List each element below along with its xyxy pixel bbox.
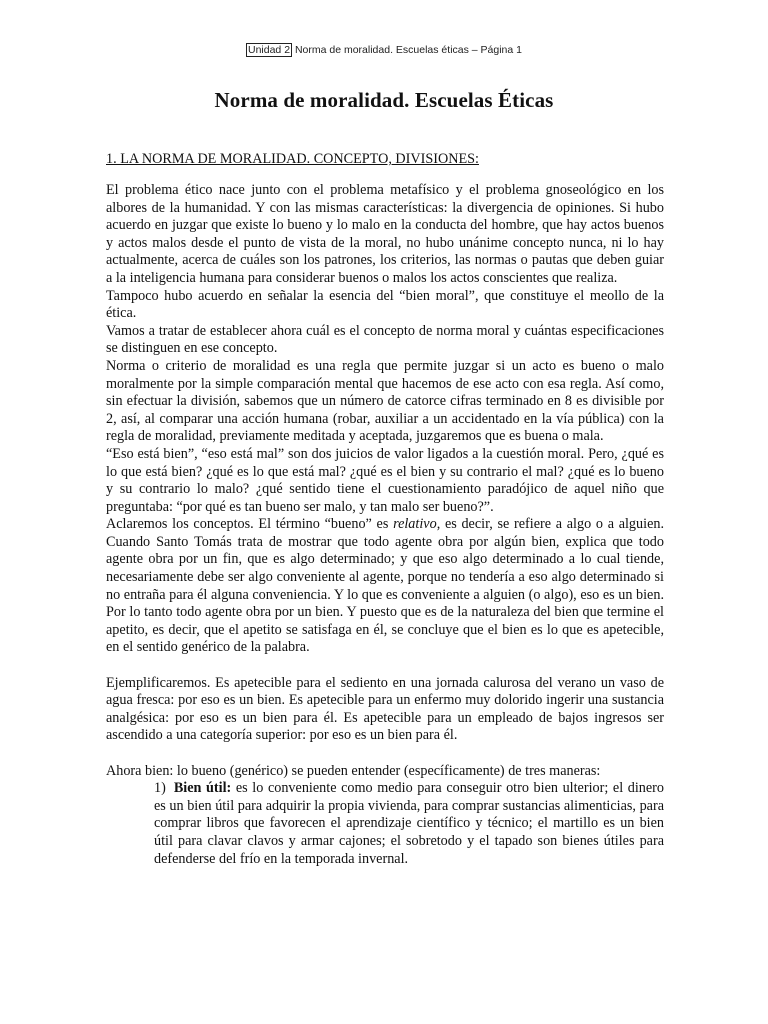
paragraph-5: “Eso está bien”, “eso está mal” son dos juicios de valor ligados a la cuestión moral. Pero, ¿qué es lo que está bien? ¿qué es lo que está mal? ¿qué es el bien y su contrario el mal? ¿qué es lo bueno y su contrario lo malo? ¿qué sentido tiene el cuestionamiento paradójico de aquel niño que preguntaba: “por qué es tan bueno ser malo, y tan malo ser bueno?”. [106,445,664,515]
list-term: Bien útil: [173,780,232,797]
emphasis-relativo: relativo [393,516,437,533]
paragraph-3: Vamos a tratar de establecer ahora cuál es el concepto de norma moral y cuántas especificaciones se distinguen en ese concepto. [106,322,664,357]
document-title: Norma de moralidad. Escuelas Éticas [214,88,554,112]
paragraph-1: El problema ético nace junto con el problema metafísico y el problema gnoseológico en los albores de la humanidad. Y con las mismas características: la divergencia de opiniones. Si hubo acuerdo en juzgar que existe lo bueno y lo malo en la conducta del hombre, que hay actos buenos y actos malos desde el punto de vista de la moral, no hubo unánime concepto nunca, ni lo hay actualmente, acerca de cuáles son los patrones, los criterios, las normas o pautas que deben guiar a la inteligencia humana para considerar buenos o malos los actos conscientes que realiza. [106,182,664,286]
paragraph-2: Tampoco hubo acuerdo en señalar la esencia del “bien moral”, que constituye el meollo de la ética. [106,287,664,322]
section-heading: 1. LA NORMA DE MORALIDAD. CONCEPTO, DIVISIONES: [106,151,479,167]
header-text: Norma de moralidad. Escuelas éticas – Página 1 [294,44,522,56]
paragraph-8: Ahora bien: lo bueno (genérico) se pueden entender (específicamente) de tres maneras: [106,762,601,779]
list-number: 1) [154,780,166,797]
paragraph-6-rest: , es decir, se refiere a algo o a alguien. Cuando Santo Tomás trata de mostrar que todo agente obra por algún bien, explica que todo agente obra por un fin, que es algo determinado; y que eso algo determinado a lo cual tiende, necesariamente debe ser algo conveniente al agente, porque no tendería a eso algo determinado si no entraña para él alguna conveniencia. Y lo que es conveniente a alguien (o algo), eso es un bien. Por lo tanto todo agente obra por un bien. Y puesto que es de la naturaleza del bien que termine el apetito, es decir, que el apetito se satisfaga en él, se concluye que el bien es lo que es apetecible, en el sentido genérico de la palabra. [106,516,665,656]
paragraph-7: Ejemplificaremos. Es apetecible para el sediento en una jornada calurosa del verano un vaso de agua fresca: por eso es un bien. Es apetecible para un enfermo muy dolorido ingerir una sustancia analgésica: por eso es un bien para él. Es apetecible para un empleado de bajos ingresos ser ascendido a una categoría superior: por eso es un bien para él. [106,674,664,744]
paragraph-6-start: Aclaremos los conceptos. El término “bueno” es [106,516,394,533]
list-item [106,780,664,868]
unit-label: Unidad 2 [248,44,291,56]
paragraph-4: Norma o criterio de moralidad es una regla que permite juzgar si un acto es bueno o malo moralmente por la simple comparación mental que hacemos de ese acto con esa regla. Así como, sin efectuar la división, sabemos que un número de catorce cifras terminado en 8 es divisible por 2, así, al comparar una acción humana (robar, auxiliar a un accidentado en la vía pública) con la regla de moralidad, previamente meditada y aceptada, juzgaremos que es buena o mala. [106,357,664,445]
running-header [0,44,768,56]
paragraph-6 [106,516,664,657]
list-text: es lo conveniente como medio para conseguir otro bien ulterior; el dinero es un bien útil para adquirir la propia vivienda, para comprar sustancias alimenticias, para comprar libros que favorecen el aprendizaje científico y técnico; el martillo es un bien útil para clavar clavos y armar cajones; el sobretodo y el tapado son bienes útiles para defenderse del frío en la temporada invernal. [154,780,664,867]
body-text [106,182,664,868]
